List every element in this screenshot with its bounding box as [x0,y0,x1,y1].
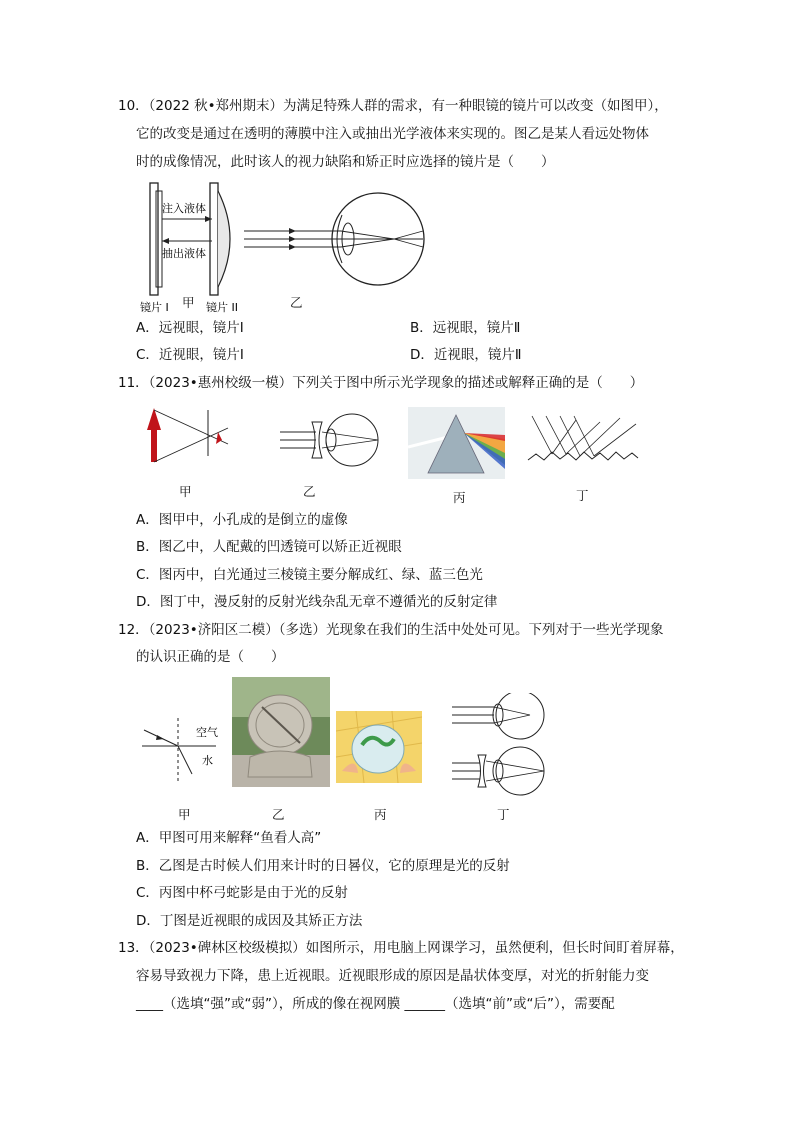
q11-caption-ding: 丁 [576,488,589,503]
q13-stem-line1: 13．（2023•碑林区校级模拟）如图所示，用电脑上网课学习，虽然便利，但长时间盯着屏幕， [118,940,684,956]
q10-figure-lens-and-eye [136,175,556,315]
fig-label-lens2: 镜片 II [206,301,238,314]
fig-label-lens1: 镜片 I [140,301,169,314]
q12-figure-sundial-photo [232,677,330,787]
fig-label-water: 水 [202,754,213,767]
q12-option-b: B．乙图是古时候人们用来计时的日晷仪，它的原理是光的反射 [136,858,510,874]
q12-caption-bing: 丙 [374,807,387,822]
q12-option-d: D．丁图是近视眼的成因及其矫正方法 [136,913,363,929]
q13-stem-line2: 容易导致视力下降，患上近视眼。近视眼形成的原因是晶状体变厚，对光的折射能力变 [136,968,649,984]
q13-stem-line3: ____（选填“强”或“弱”），所成的像在视网膜 ______（选填“前”或“后”），需要配 [136,996,615,1012]
q10-stem-line1: 10．（2022 秋•郑州期末）为满足特殊人群的需求，有一种眼镜的镜片可以改变（如图甲）， [118,98,668,114]
q10-caption-jia: 甲 [182,295,195,310]
q11-figure-concave-lens-eye [276,410,386,470]
q11-figure-pinhole [136,400,236,475]
q11-stem-line1: 11．（2023•惠州校级一模）下列关于图中所示光学现象的描述或解释正确的是（ ） [118,375,644,391]
q12-caption-jia: 甲 [178,807,191,822]
q11-caption-yi: 乙 [303,484,316,499]
fig-label-air: 空气 [196,726,218,739]
q12-option-c: C．丙图中杯弓蛇影是由于光的反射 [136,885,348,901]
q11-option-c: C．图丙中，白光通过三棱镜主要分解成红、绿、蓝三色光 [136,567,483,583]
q11-caption-jia: 甲 [179,484,192,499]
q12-caption-yi: 乙 [272,807,285,822]
q12-figure-cup-snake-photo [336,711,422,783]
q10-caption-yi: 乙 [290,295,303,310]
fig-label-extract: 抽出液体 [162,247,206,260]
q10-option-c: C．近视眼，镜片Ⅰ [136,347,244,363]
q11-option-a: A．图甲中，小孔成的是倒立的虚像 [136,512,348,528]
q12-stem-line1: 12．（2023•济阳区二模）（多选）光现象在我们的生活中处处可见。下列对于一些光学现象 [118,622,664,638]
q12-figure-myopia-eyes [450,693,555,797]
q11-figure-prism [408,407,505,479]
q12-option-a: A．甲图可用来解释“鱼看人高” [136,830,322,846]
q11-option-d: D．图丁中，漫反射的反射光线杂乱无章不遵循光的反射定律 [136,594,498,610]
q10-option-d: D．近视眼，镜片Ⅱ [410,347,522,363]
q10-stem-line3: 时的成像情况，此时该人的视力缺陷和矫正时应选择的镜片是（ ） [136,154,555,170]
q11-caption-bing: 丙 [453,490,466,505]
q10-option-a: A．远视眼，镜片Ⅰ [136,320,244,336]
q10-option-b: B．远视眼，镜片Ⅱ [410,320,521,336]
q10-stem-line2: 它的改变是通过在透明的薄膜中注入或抽出光学液体来实现的。图乙是某人看远处物体 [136,126,649,142]
q12-figure-refraction [140,716,230,784]
q12-stem-line2: 的认识正确的是（ ） [136,649,285,665]
q11-option-b: B．图乙中，人配戴的凹透镜可以矫正近视眼 [136,539,402,555]
q12-caption-ding: 丁 [497,807,510,822]
q11-figure-diffuse-reflection [524,412,642,470]
fig-label-inject: 注入液体 [162,202,206,215]
